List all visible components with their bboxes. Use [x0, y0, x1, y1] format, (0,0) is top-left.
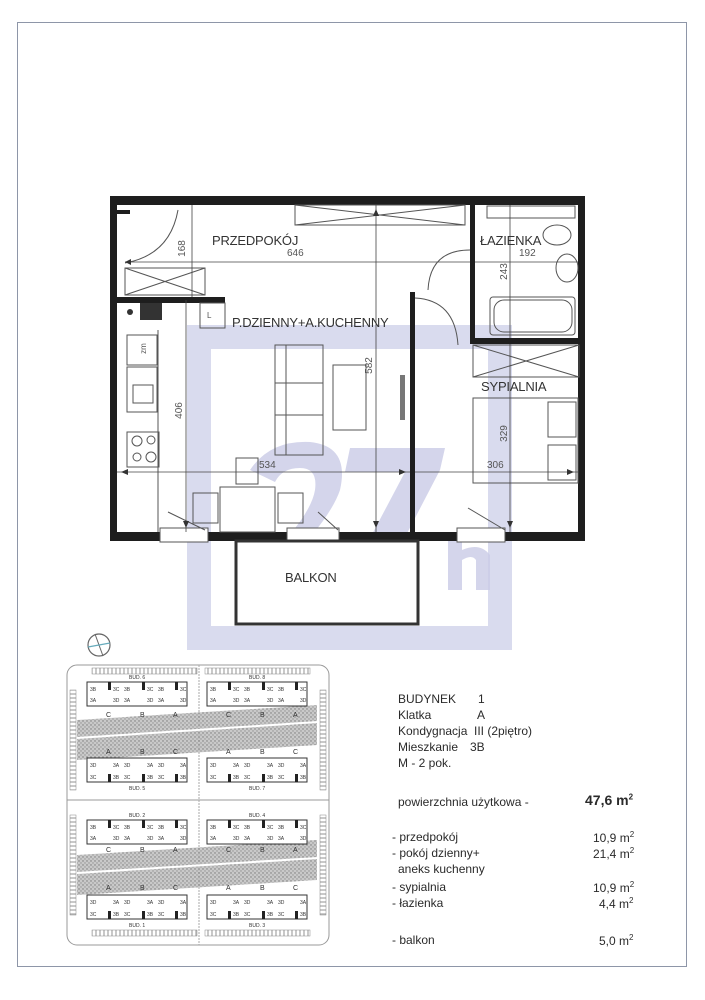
svg-text:3B: 3B [124, 687, 131, 693]
dimension-646: 646 [287, 248, 304, 259]
svg-text:3B: 3B [180, 912, 187, 918]
svg-text:3B: 3B [180, 775, 187, 781]
svg-text:3A: 3A [180, 763, 187, 769]
svg-text:BUD. 1: BUD. 1 [129, 923, 146, 929]
compass-icon [86, 632, 112, 658]
svg-text:3A: 3A [278, 698, 285, 704]
svg-text:3D: 3D [113, 698, 120, 704]
svg-text:3C: 3C [267, 687, 274, 693]
svg-text:3D: 3D [158, 763, 165, 769]
room-label-lazienka: ŁAZIENKA [480, 233, 542, 248]
svg-text:3B: 3B [158, 825, 165, 831]
svg-text:3C: 3C [267, 825, 274, 831]
svg-text:B: B [260, 847, 265, 854]
dimension-582: 582 [363, 357, 375, 374]
svg-text:BUD. 2: BUD. 2 [129, 813, 146, 819]
svg-text:A: A [106, 749, 111, 756]
svg-text:3C: 3C [158, 912, 165, 918]
svg-text:B: B [140, 885, 145, 892]
svg-text:3C: 3C [244, 775, 251, 781]
svg-text:C: C [106, 847, 112, 854]
kitchen-l-label: L [207, 311, 212, 320]
svg-text:3A: 3A [124, 836, 131, 842]
svg-text:3C: 3C [180, 825, 187, 831]
svg-text:3D: 3D [90, 763, 97, 769]
svg-text:3C: 3C [90, 775, 97, 781]
svg-text:3A: 3A [267, 763, 274, 769]
room-area-przedpokoj-value: 10,9 $m^2$ [593, 830, 635, 845]
svg-text:3C: 3C [113, 825, 120, 831]
svg-text:3D: 3D [244, 763, 251, 769]
svg-text:3B: 3B [267, 912, 274, 918]
svg-text:B: B [140, 712, 145, 719]
svg-text:3C: 3C [113, 687, 120, 693]
svg-text:3D: 3D [147, 836, 154, 842]
svg-text:3B: 3B [278, 825, 285, 831]
svg-text:3A: 3A [244, 836, 251, 842]
area-label: powierzchnia użytkowa - [398, 795, 529, 809]
svg-text:B: B [260, 749, 265, 756]
budynek-value: 1 [478, 692, 485, 706]
svg-text:C: C [293, 885, 299, 892]
svg-text:3A: 3A [90, 836, 97, 842]
svg-text:3D: 3D [180, 836, 187, 842]
svg-text:3A: 3A [267, 900, 274, 906]
room-label-przedpokoj: PRZEDPOKÓJ [212, 233, 299, 248]
svg-text:3A: 3A [113, 763, 120, 769]
svg-text:3C: 3C [210, 775, 217, 781]
dimension-243: 243 [498, 263, 510, 280]
room-area-lazienka-name: - łazienka [392, 896, 444, 910]
svg-text:3C: 3C [210, 912, 217, 918]
svg-text:3D: 3D [158, 900, 165, 906]
mieszkanie-label: Mieszkanie [398, 740, 459, 754]
svg-text:3B: 3B [90, 825, 97, 831]
svg-text:C: C [106, 712, 112, 719]
svg-text:3D: 3D [278, 900, 285, 906]
svg-text:3A: 3A [300, 763, 307, 769]
svg-text:3A: 3A [147, 763, 154, 769]
svg-text:3D: 3D [278, 763, 285, 769]
svg-text:3A: 3A [244, 698, 251, 704]
svg-text:3D: 3D [210, 763, 217, 769]
svg-text:BUD. 6: BUD. 6 [129, 675, 146, 681]
svg-text:BUD. 7: BUD. 7 [249, 786, 266, 792]
svg-text:C: C [293, 749, 299, 756]
svg-text:3D: 3D [124, 763, 131, 769]
svg-text:A: A [106, 885, 111, 892]
room-area-dzienny-value: 21,4 $m^2$ [593, 846, 635, 861]
svg-text:3C: 3C [300, 825, 307, 831]
room-area-sypialnia-value: 10,9 $m^2$ [593, 880, 635, 895]
svg-text:3C: 3C [233, 687, 240, 693]
svg-text:3A: 3A [210, 836, 217, 842]
dimension-306: 306 [487, 460, 504, 471]
svg-text:3B: 3B [233, 775, 240, 781]
svg-text:3D: 3D [180, 698, 187, 704]
svg-text:3C: 3C [278, 775, 285, 781]
svg-text:3D: 3D [244, 900, 251, 906]
svg-text:3B: 3B [300, 912, 307, 918]
svg-text:3B: 3B [300, 775, 307, 781]
svg-text:A: A [226, 749, 231, 756]
svg-text:3D: 3D [233, 836, 240, 842]
svg-text:BUD. 8: BUD. 8 [249, 675, 266, 681]
room-area-lazienka-value: 4,4 $m^2$ [599, 896, 634, 911]
svg-text:3D: 3D [90, 900, 97, 906]
svg-text:B: B [140, 847, 145, 854]
svg-text:3C: 3C [244, 912, 251, 918]
svg-text:3B: 3B [210, 825, 217, 831]
svg-text:3A: 3A [233, 900, 240, 906]
svg-text:3C: 3C [147, 825, 154, 831]
room-label-balkon: BALKON [285, 570, 337, 585]
svg-text:3B: 3B [158, 687, 165, 693]
budynek-label: BUDYNEK [398, 692, 457, 706]
svg-text:3B: 3B [278, 687, 285, 693]
room-area-balkon-value: 5,0 $m^2$ [599, 933, 634, 948]
svg-text:B: B [260, 885, 265, 892]
svg-text:3C: 3C [124, 775, 131, 781]
svg-text:A: A [293, 712, 298, 719]
kondygnacja-label: Kondygnacja [398, 724, 468, 738]
svg-text:3D: 3D [210, 900, 217, 906]
dimension-329: 329 [498, 425, 510, 442]
svg-text:A: A [226, 885, 231, 892]
svg-text:C: C [173, 885, 179, 892]
svg-text:3D: 3D [113, 836, 120, 842]
room-area-balkon-name: - balkon [392, 933, 435, 947]
room-area-przedpokoj-name: - przedpokój [392, 830, 459, 844]
apartment-type: M - 2 pok. [398, 756, 452, 770]
room-area-sypialnia-name: - sypialnia [392, 880, 447, 894]
svg-text:3B: 3B [124, 825, 131, 831]
svg-text:BUD. 4: BUD. 4 [249, 813, 266, 819]
svg-text:A: A [173, 712, 178, 719]
mieszkanie-value: 3B [470, 740, 485, 754]
svg-text:3B: 3B [147, 775, 154, 781]
svg-text:3D: 3D [300, 836, 307, 842]
room-area-dzienny-name: - pokój dzienny+ [392, 846, 480, 860]
svg-text:3B: 3B [233, 912, 240, 918]
svg-text:3C: 3C [158, 775, 165, 781]
svg-text:3C: 3C [180, 687, 187, 693]
room-label-sypialnia: SYPIALNIA [481, 379, 547, 394]
svg-text:3C: 3C [90, 912, 97, 918]
svg-text:C: C [226, 712, 232, 719]
svg-text:C: C [173, 749, 179, 756]
svg-text:3B: 3B [244, 687, 251, 693]
dimension-406: 406 [173, 402, 185, 419]
svg-text:B: B [140, 749, 145, 756]
svg-text:3A: 3A [113, 900, 120, 906]
svg-text:B: B [260, 712, 265, 719]
svg-text:3B: 3B [210, 687, 217, 693]
svg-text:3C: 3C [278, 912, 285, 918]
area-total: 47,6 $m^2$ [585, 792, 634, 808]
svg-text:3A: 3A [233, 763, 240, 769]
svg-text:3B: 3B [244, 825, 251, 831]
kondygnacja-value: III (2piętro) [474, 724, 533, 738]
svg-text:3A: 3A [300, 900, 307, 906]
dimension-534: 534 [259, 460, 276, 471]
svg-text:C: C [226, 847, 232, 854]
dimension-192: 192 [519, 248, 536, 259]
svg-text:3C: 3C [124, 912, 131, 918]
svg-text:3C: 3C [233, 825, 240, 831]
svg-text:3A: 3A [158, 698, 165, 704]
svg-text:3A: 3A [180, 900, 187, 906]
svg-text:3B: 3B [113, 912, 120, 918]
svg-text:BUD. 3: BUD. 3 [249, 923, 266, 929]
svg-text:A: A [173, 847, 178, 854]
svg-text:3B: 3B [113, 775, 120, 781]
svg-text:3B: 3B [90, 687, 97, 693]
klatka-value: A [477, 708, 486, 722]
dimension-168: 168 [176, 240, 188, 257]
svg-text:3A: 3A [210, 698, 217, 704]
svg-text:3D: 3D [233, 698, 240, 704]
svg-text:3A: 3A [147, 900, 154, 906]
svg-text:3D: 3D [267, 836, 274, 842]
svg-text:3D: 3D [124, 900, 131, 906]
svg-text:3B: 3B [267, 775, 274, 781]
svg-text:3A: 3A [90, 698, 97, 704]
svg-text:3D: 3D [147, 698, 154, 704]
svg-text:A: A [293, 847, 298, 854]
klatka-label: Klatka [398, 708, 432, 722]
svg-text:3A: 3A [158, 836, 165, 842]
fridge-label: zm [138, 343, 148, 354]
svg-text:3D: 3D [267, 698, 274, 704]
svg-text:3B: 3B [147, 912, 154, 918]
svg-text:BUD. 5: BUD. 5 [129, 786, 146, 792]
svg-text:3A: 3A [124, 698, 131, 704]
room-label-dzienny: P.DZIENNY+A.KUCHENNY [232, 315, 389, 330]
svg-text:3C: 3C [300, 687, 307, 693]
room-area-dzienny-name2: aneks kuchenny [398, 862, 485, 876]
svg-text:3A: 3A [278, 836, 285, 842]
svg-text:3D: 3D [300, 698, 307, 704]
svg-text:3C: 3C [147, 687, 154, 693]
